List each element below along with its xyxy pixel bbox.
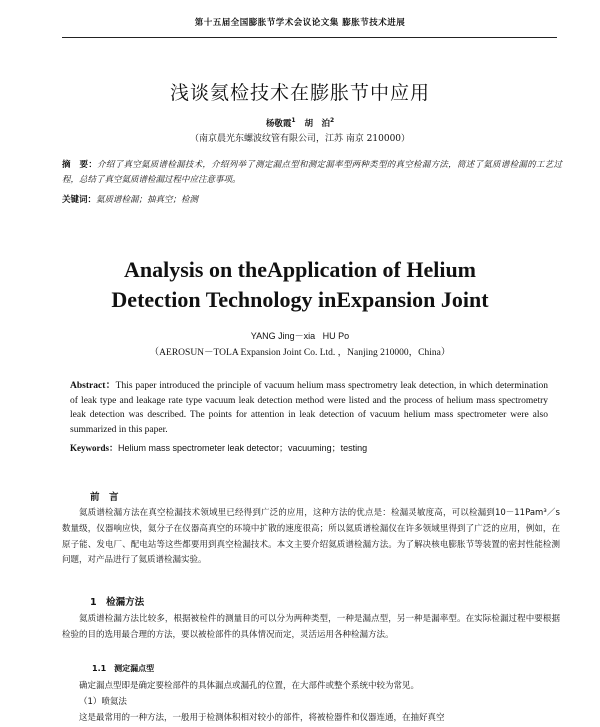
section1-paragraph: 氦质谱检漏方法比较多，根据被检件的测量目的可以分为两种类型，一种是漏点型，另一种是漏率型。在实际检漏过程中要根据检验的目的选用最合理的方法，要以被检部件的具体情况而定，灵活运用各种检漏方法。: [62, 614, 560, 640]
abstract-en-text: This paper introduced the principle of vacuum helium mass spectrometry leak detection, in which determination of leak type and leakage rate type vacuum leak detection method were listed and the process of helium mass spectrometry leak detection was described. The points for attention in leak detection of vacuum helium mass spectrometer were also summarized in this paper.: [70, 381, 548, 435]
author-cn-2: 胡 泊: [304, 119, 330, 129]
running-header: 第十五届全国膨胀节学术会议论文集 膨胀节技术进展: [194, 18, 406, 28]
keywords-cn-text: 氦质谱检漏；抽真空；检测: [96, 195, 199, 205]
subsection-1-1-text: 确定漏点型即是确定要检部件的具体漏点或漏孔的位置，在大部件或整个系统中较为常见。: [79, 681, 420, 691]
author-en-1: YANG Jing－xia: [250, 331, 316, 341]
item-1-heading: （1）喷氦法: [79, 697, 127, 707]
author-en-2: HU Po: [322, 331, 350, 341]
abstract-cn-text: 介绍了真空氦质谱检漏技术，介绍列举了测定漏点型和测定漏率型两种类型的真空检漏方法，简述了氦质谱检漏的工艺过程，总结了真空氦质谱检漏过程中应注意事项。: [62, 160, 562, 185]
keywords-en-label: Keywords：: [70, 443, 118, 453]
affiliation-cn: （南京晨光东螺波纹管有限公司，江苏 南京 210000）: [189, 134, 411, 144]
header-rule: [62, 37, 557, 38]
abstract-cn-label: 摘 要：: [62, 160, 98, 170]
keywords-en-text: Helium mass spectrometer leak detector；vacuuming；testing: [118, 443, 368, 453]
item-1-text: 这是最常用的一种方法，一般用于检测体积相对较小的部件，将被检器件和仪器连通，在抽好真空: [79, 713, 445, 723]
title-cn: 浅谈氦检技术在膨胀节中应用: [169, 82, 430, 104]
author-cn-2-sup: 2: [329, 117, 335, 125]
keywords-en: [70, 441, 548, 454]
keywords-cn-label: 关键词：: [62, 195, 97, 205]
affiliation-en: （AEROSUN－TOLA Expansion Joint Co. Ltd. ，Nanjing 210000，China）: [149, 348, 451, 358]
author-cn-1-sup: 1: [291, 117, 296, 125]
subsection-1-1-heading: 1.1 测定漏点型: [92, 664, 155, 673]
keywords-cn: [62, 193, 562, 205]
abstract-en-label: Abstract：: [70, 381, 116, 391]
title-en: [0, 255, 600, 315]
preface-heading: 前 言: [90, 492, 119, 503]
abstract-en: [70, 379, 548, 437]
author-cn-1: 杨敬霞: [265, 119, 292, 129]
title-en-line2: Detection Technology inExpansion Joint: [111, 287, 489, 312]
title-en-line1: Analysis on theApplication of Helium: [123, 257, 477, 282]
preface-paragraph: 氦质谱检漏方法在真空检漏技术领域里已经得到广泛的应用，这种方法的优点是：检漏灵敏度高，可以检漏到10－11Pam³／s数量级，仪器响应快，氦分子在仪器高真空的环境中扩散的速度很高；所以氦质谱检漏仪在许多领域里得到了广泛的应用，例如，在原子能、发电厂、配电站等这些都要用到真空检漏技术。本文主要介绍氦质谱检漏方法。为了解决核电膨胀节等装置的密封性能检测问题，对产品进行了氦质谱检漏实验。: [62, 508, 560, 566]
authors-en: [0, 329, 600, 342]
section1-heading: 1 检漏方法: [90, 597, 145, 608]
abstract-cn: [62, 158, 562, 188]
authors-cn: [0, 117, 600, 129]
